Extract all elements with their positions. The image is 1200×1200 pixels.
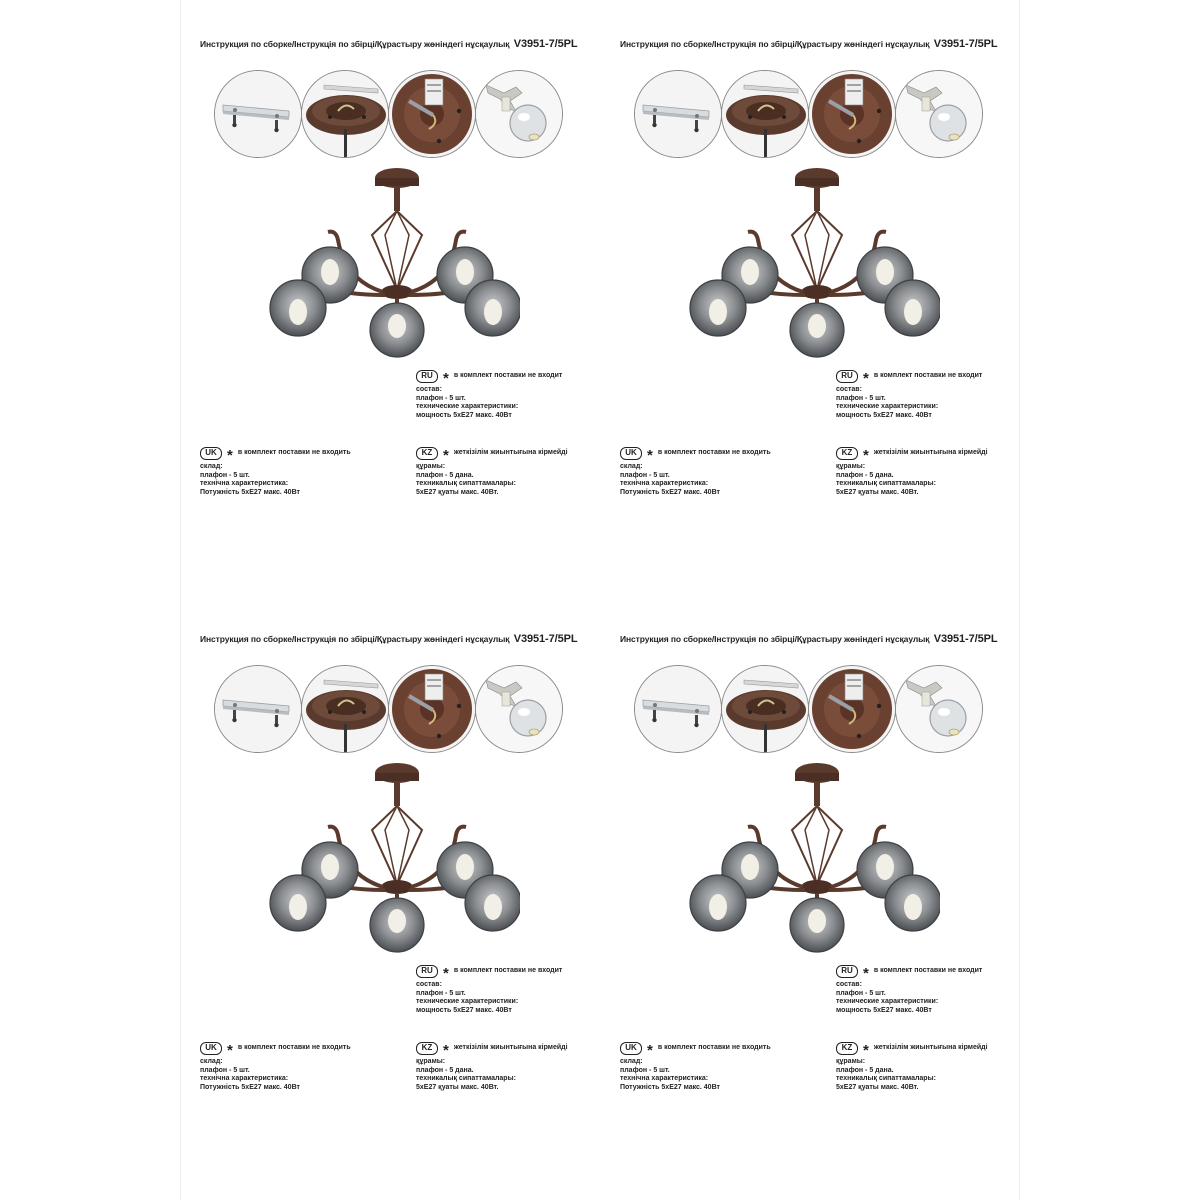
ru-line-4: мощность 5хЕ27 макс. 40Вт bbox=[416, 1006, 512, 1014]
ru-line-2: плафон - 5 шт. bbox=[416, 394, 466, 402]
kz-badge: KZ bbox=[836, 447, 858, 460]
uk-line-2: плафон - 5 шт. bbox=[200, 1066, 250, 1074]
kz-spec-block bbox=[836, 1041, 988, 1092]
kz-line-2: плафон - 5 дана. bbox=[416, 1066, 474, 1074]
ru-line-3: технические характеристики: bbox=[416, 403, 519, 411]
kz-not-included-note: жеткізілім жиынтығына кірмейді bbox=[453, 448, 568, 456]
title-text: Инструкция по сборке/Інструкція по збірці/Құрастыру жөніндегі нұсқаулық bbox=[200, 634, 510, 644]
chandelier-image bbox=[250, 160, 520, 360]
ru-line-2: плафон - 5 шт. bbox=[416, 989, 466, 997]
asterisk-icon: * bbox=[443, 447, 449, 464]
asterisk-icon: * bbox=[227, 447, 233, 464]
ru-spec-block bbox=[836, 964, 982, 1015]
step-1-mounting-bar-image bbox=[214, 665, 302, 753]
ru-spec-block bbox=[416, 369, 562, 420]
uk-line-1: склад: bbox=[200, 1058, 223, 1065]
instruction-panel-4 bbox=[600, 595, 1020, 1195]
kz-line-1: құрамы: bbox=[416, 1058, 446, 1065]
uk-badge: UK bbox=[200, 1042, 222, 1055]
kz-line-4: 5хЕ27 қуаты макс. 40Вт. bbox=[836, 488, 919, 496]
kz-line-4: 5хЕ27 қуаты макс. 40Вт. bbox=[836, 1083, 919, 1091]
assembly-steps bbox=[214, 70, 594, 160]
instruction-panel-3 bbox=[180, 595, 600, 1195]
ru-badge: RU bbox=[416, 965, 438, 978]
ru-line-2: плафон - 5 шт. bbox=[836, 989, 886, 997]
uk-spec-block bbox=[620, 446, 771, 497]
step-2-canopy-image bbox=[301, 665, 389, 753]
uk-not-included-note: в комплект поставки не входить bbox=[237, 448, 351, 456]
ru-line-3: технические характеристики: bbox=[836, 403, 939, 411]
uk-line-3: технічна характеристика: bbox=[200, 480, 289, 488]
uk-line-4: Потужність 5хЕ27 макс. 40Вт bbox=[620, 1083, 720, 1091]
step-4-shade-fitting-image bbox=[895, 70, 983, 158]
asterisk-icon: * bbox=[227, 1042, 233, 1059]
ru-not-included-note: в комплект поставки не входит bbox=[453, 966, 563, 974]
kz-badge: KZ bbox=[416, 1042, 438, 1055]
chandelier-image bbox=[670, 160, 940, 360]
ru-line-4: мощность 5хЕ27 макс. 40Вт bbox=[836, 1006, 932, 1014]
instruction-panel-2 bbox=[600, 0, 1020, 600]
instruction-title bbox=[200, 633, 600, 645]
uk-badge: UK bbox=[620, 1042, 642, 1055]
title-text: Инструкция по сборке/Інструкція по збірці/Құрастыру жөніндегі нұсқаулық bbox=[620, 39, 930, 49]
kz-line-1: құрамы: bbox=[836, 1058, 866, 1065]
uk-line-3: технічна характеристика: bbox=[620, 1075, 709, 1083]
ru-line-3: технические характеристики: bbox=[416, 998, 519, 1006]
asterisk-icon: * bbox=[863, 370, 869, 387]
step-3-wiring-image bbox=[388, 665, 476, 753]
instruction-panel-1 bbox=[180, 0, 600, 600]
title-text: Инструкция по сборке/Інструкція по збірці/Құрастыру жөніндегі нұсқаулық bbox=[200, 39, 510, 49]
ru-badge: RU bbox=[836, 370, 858, 383]
kz-line-2: плафон - 5 дана. bbox=[836, 1066, 894, 1074]
step-1-mounting-bar-image bbox=[634, 70, 722, 158]
ru-badge: RU bbox=[416, 370, 438, 383]
uk-line-4: Потужність 5хЕ27 макс. 40Вт bbox=[200, 1083, 300, 1091]
step-2-canopy-image bbox=[721, 665, 809, 753]
instruction-title bbox=[620, 38, 1020, 50]
asterisk-icon: * bbox=[443, 965, 449, 982]
sheet-right-margin bbox=[1020, 0, 1200, 1200]
kz-badge: KZ bbox=[416, 447, 438, 460]
model-number: V3951-7/5PL bbox=[933, 38, 998, 50]
uk-line-4: Потужність 5хЕ27 макс. 40Вт bbox=[200, 488, 300, 496]
kz-badge: KZ bbox=[836, 1042, 858, 1055]
kz-line-3: техникалық сипаттамалары: bbox=[416, 480, 516, 488]
kz-spec-block bbox=[416, 446, 568, 497]
instruction-title bbox=[620, 633, 1020, 645]
uk-line-3: технічна характеристика: bbox=[200, 1075, 289, 1083]
ru-line-1: состав: bbox=[416, 386, 442, 393]
uk-not-included-note: в комплект поставки не входить bbox=[657, 448, 771, 456]
step-2-canopy-image bbox=[721, 70, 809, 158]
ru-spec-block bbox=[416, 964, 562, 1015]
step-3-wiring-image bbox=[808, 665, 896, 753]
uk-line-1: склад: bbox=[620, 1058, 643, 1065]
step-2-canopy-image bbox=[301, 70, 389, 158]
uk-line-2: плафон - 5 шт. bbox=[620, 1066, 670, 1074]
step-4-shade-fitting-image bbox=[475, 665, 563, 753]
model-number: V3951-7/5PL bbox=[933, 633, 998, 645]
asterisk-icon: * bbox=[443, 370, 449, 387]
step-4-shade-fitting-image bbox=[895, 665, 983, 753]
uk-not-included-note: в комплект поставки не входить bbox=[657, 1043, 771, 1051]
ru-line-2: плафон - 5 шт. bbox=[836, 394, 886, 402]
kz-line-1: құрамы: bbox=[416, 463, 446, 470]
kz-line-3: техникалық сипаттамалары: bbox=[836, 1075, 936, 1083]
uk-line-1: склад: bbox=[200, 463, 223, 470]
kz-not-included-note: жеткізілім жиынтығына кірмейді bbox=[873, 1043, 988, 1051]
uk-line-4: Потужність 5хЕ27 макс. 40Вт bbox=[620, 488, 720, 496]
kz-line-1: құрамы: bbox=[836, 463, 866, 470]
model-number: V3951-7/5PL bbox=[513, 38, 578, 50]
instruction-title bbox=[200, 38, 600, 50]
step-1-mounting-bar-image bbox=[214, 70, 302, 158]
step-4-shade-fitting-image bbox=[475, 70, 563, 158]
uk-badge: UK bbox=[200, 447, 222, 460]
uk-line-2: плафон - 5 шт. bbox=[620, 471, 670, 479]
ru-line-1: состав: bbox=[836, 981, 862, 988]
uk-not-included-note: в комплект поставки не входить bbox=[237, 1043, 351, 1051]
ru-not-included-note: в комплект поставки не входит bbox=[873, 371, 983, 379]
assembly-steps bbox=[634, 665, 1014, 755]
asterisk-icon: * bbox=[863, 965, 869, 982]
step-1-mounting-bar-image bbox=[634, 665, 722, 753]
ru-not-included-note: в комплект поставки не входит bbox=[873, 966, 983, 974]
kz-line-3: техникалық сипаттамалары: bbox=[416, 1075, 516, 1083]
kz-line-3: техникалық сипаттамалары: bbox=[836, 480, 936, 488]
assembly-steps bbox=[214, 665, 594, 755]
title-text: Инструкция по сборке/Інструкція по збірці/Құрастыру жөніндегі нұсқаулық bbox=[620, 634, 930, 644]
kz-spec-block bbox=[836, 446, 988, 497]
kz-line-2: плафон - 5 дана. bbox=[416, 471, 474, 479]
kz-line-4: 5хЕ27 қуаты макс. 40Вт. bbox=[416, 488, 499, 496]
assembly-steps bbox=[634, 70, 1014, 160]
ru-line-3: технические характеристики: bbox=[836, 998, 939, 1006]
kz-spec-block bbox=[416, 1041, 568, 1092]
ru-line-1: состав: bbox=[836, 386, 862, 393]
uk-spec-block bbox=[200, 446, 351, 497]
ru-line-4: мощность 5хЕ27 макс. 40Вт bbox=[836, 411, 932, 419]
asterisk-icon: * bbox=[647, 447, 653, 464]
ru-badge: RU bbox=[836, 965, 858, 978]
uk-spec-block bbox=[620, 1041, 771, 1092]
kz-not-included-note: жеткізілім жиынтығына кірмейді bbox=[873, 448, 988, 456]
step-3-wiring-image bbox=[808, 70, 896, 158]
model-number: V3951-7/5PL bbox=[513, 633, 578, 645]
ru-spec-block bbox=[836, 369, 982, 420]
uk-line-3: технічна характеристика: bbox=[620, 480, 709, 488]
ru-line-1: состав: bbox=[416, 981, 442, 988]
uk-badge: UK bbox=[620, 447, 642, 460]
asterisk-icon: * bbox=[443, 1042, 449, 1059]
step-3-wiring-image bbox=[388, 70, 476, 158]
asterisk-icon: * bbox=[647, 1042, 653, 1059]
sheet-left-margin bbox=[0, 0, 180, 1200]
chandelier-image bbox=[250, 755, 520, 955]
ru-line-4: мощность 5хЕ27 макс. 40Вт bbox=[416, 411, 512, 419]
chandelier-image bbox=[670, 755, 940, 955]
uk-line-2: плафон - 5 шт. bbox=[200, 471, 250, 479]
uk-spec-block bbox=[200, 1041, 351, 1092]
kz-not-included-note: жеткізілім жиынтығына кірмейді bbox=[453, 1043, 568, 1051]
kz-line-4: 5хЕ27 қуаты макс. 40Вт. bbox=[416, 1083, 499, 1091]
uk-line-1: склад: bbox=[620, 463, 643, 470]
asterisk-icon: * bbox=[863, 447, 869, 464]
asterisk-icon: * bbox=[863, 1042, 869, 1059]
ru-not-included-note: в комплект поставки не входит bbox=[453, 371, 563, 379]
kz-line-2: плафон - 5 дана. bbox=[836, 471, 894, 479]
